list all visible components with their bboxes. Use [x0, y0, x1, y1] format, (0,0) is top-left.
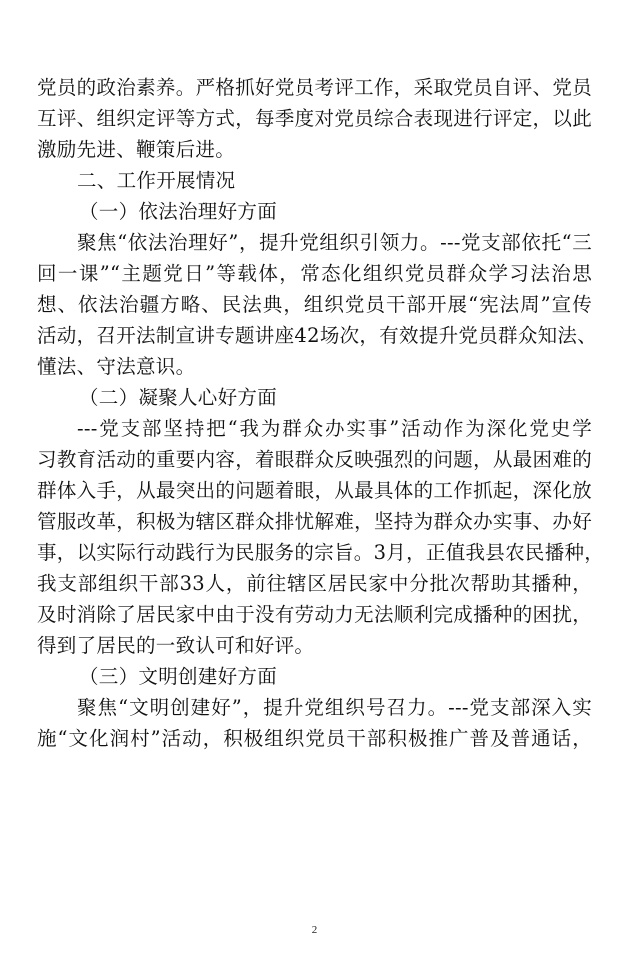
- body-line: 懂法、守法意识。: [37, 355, 196, 378]
- body-line: 施“文化润村”活动，积极组织党员干部积极推广普及普通话，: [37, 727, 592, 750]
- body-line: 互评、组织定评等方式，每季度对党员综合表现进行评定，以此: [37, 107, 592, 130]
- body-line: 管服改革，积极为辖区群众排忧解难，坚持为群众办实事、办好: [37, 510, 592, 533]
- body-line: 得到了居民的一致认可和好评。: [37, 634, 315, 657]
- subsection-heading-3: （三）文明创建好方面: [79, 665, 278, 688]
- subsection-heading-1: （一）依法治理好方面: [79, 200, 278, 223]
- body-line: 我支部组织干部33人，前往辖区居民家中分批次帮助其播种，: [37, 572, 592, 595]
- body-line: 回一课”“主题党日”等载体，常态化组织党员群众学习法治思: [37, 262, 592, 285]
- body-line: ---党支部坚持把“我为群众办实事”活动作为深化党史学: [77, 417, 592, 440]
- body-line: 激励先进、鞭策后进。: [37, 138, 236, 161]
- body-line: 聚焦“文明创建好”，提升党组织号召力。---党支部深入实: [77, 696, 592, 719]
- body-line: 想、依法治疆方略、民法典，组织党员干部开展“宪法周”宣传: [37, 293, 592, 316]
- body-line: 及时消除了居民家中由于没有劳动力无法顺利完成播种的困扰，: [37, 603, 592, 626]
- subsection-heading-2: （二）凝聚人心好方面: [79, 386, 278, 409]
- body-line: 事，以实际行动践行为民服务的宗旨。3月，正值我县农民播种，: [37, 541, 605, 564]
- section-heading: 二、工作开展情况: [77, 169, 236, 192]
- body-line: 党员的政治素养。严格抓好党员考评工作，采取党员自评、党员: [37, 76, 592, 99]
- body-line: 活动，召开法制宣讲专题讲座42场次，有效提升党员群众知法、: [37, 324, 598, 347]
- body-line: 习教育活动的重要内容，着眼群众反映强烈的问题，从最困难的: [37, 448, 592, 471]
- body-line: 群体入手，从最突出的问题着眼，从最具体的工作抓起，深化放: [37, 479, 592, 502]
- document-page: [37, 72, 605, 754]
- page-number: 2: [311, 924, 318, 936]
- body-line: 聚焦“依法治理好”，提升党组织引领力。---党支部依托“三: [77, 231, 592, 254]
